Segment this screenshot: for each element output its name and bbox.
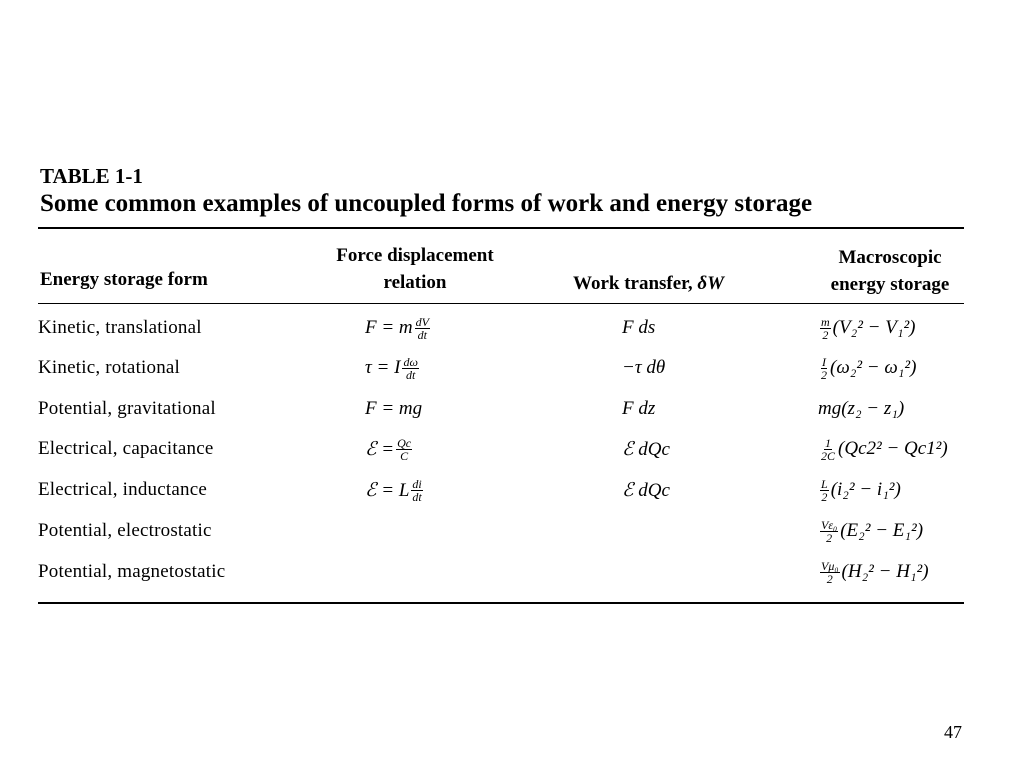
- top-rule: [38, 227, 964, 229]
- table-row: [0, 429, 1024, 469]
- force-fraction-numerator: di: [412, 476, 422, 491]
- energy-storage-form-text: Kinetic, rotational: [38, 357, 181, 378]
- energy-storage-form-cell: [38, 389, 216, 429]
- storage-expression: (E₂² − E₁²): [840, 520, 924, 541]
- header-storage-line1: Macroscopic: [838, 247, 942, 268]
- bottom-rule: [38, 602, 964, 604]
- energy-storage-form-cell: [38, 552, 225, 592]
- storage-fraction-denominator: 2: [826, 530, 833, 545]
- force-fraction-denominator: C: [400, 448, 409, 463]
- table-title: Some common examples of uncoupled forms of work and energy storage: [40, 190, 813, 217]
- energy-storage-form-cell: [38, 348, 180, 388]
- storage-fraction: [820, 437, 836, 462]
- table-row: [0, 470, 1024, 510]
- header-force-displacement: [305, 242, 525, 296]
- storage-expression: (H₂² − H₁²): [841, 561, 929, 582]
- header-force-line2: relation: [383, 272, 447, 293]
- work-transfer-text: ℰ dQc: [622, 479, 670, 501]
- storage-fraction-numerator: Vμ₀: [821, 558, 839, 573]
- header-macroscopic-storage: [812, 244, 968, 298]
- force-fraction-numerator: dω: [403, 354, 418, 369]
- energy-storage-form-text: Kinetic, translational: [38, 317, 202, 338]
- energy-storage-form-cell: [38, 429, 213, 469]
- table-row: [0, 348, 1024, 388]
- storage-fraction-numerator: m: [821, 314, 830, 329]
- force-lhs: F = mg: [365, 398, 423, 419]
- storage-expression: (V₂² − V₁²): [832, 317, 916, 338]
- force-fraction-numerator: dV: [415, 314, 429, 329]
- force-fraction: [396, 437, 412, 462]
- energy-storage-form-cell: [38, 511, 212, 551]
- work-transfer-text: ℰ dQc: [622, 438, 670, 460]
- macroscopic-storage-cell: [818, 389, 904, 429]
- work-transfer-cell: [622, 429, 670, 469]
- force-fraction: [402, 356, 418, 381]
- force-lhs: ℰ =: [365, 438, 395, 460]
- energy-storage-form-text: Potential, magnetostatic: [38, 561, 226, 582]
- storage-fraction-denominator: 2: [822, 327, 829, 342]
- header-rule: [38, 303, 964, 304]
- macroscopic-storage-cell: [818, 429, 948, 469]
- storage-expression: (Qc2² − Qc1²): [838, 438, 948, 459]
- storage-fraction: [820, 560, 840, 585]
- work-transfer-cell: [622, 308, 655, 348]
- header-work-symbol: δW: [697, 273, 725, 294]
- storage-fraction-denominator: 2: [821, 367, 827, 382]
- force-lhs: τ = I: [365, 357, 401, 378]
- force-displacement-cell: [365, 308, 432, 348]
- storage-fraction: [820, 316, 831, 341]
- force-fraction: [415, 316, 430, 341]
- macroscopic-storage-cell: [818, 348, 916, 388]
- storage-expression: (i₂² − i₁²): [830, 479, 901, 500]
- force-displacement-cell: [365, 389, 422, 429]
- energy-storage-form-text: Electrical, inductance: [38, 479, 207, 500]
- force-displacement-cell: [365, 470, 425, 510]
- header-force-line1: Force displacement: [336, 245, 494, 266]
- table-row: [0, 308, 1024, 348]
- energy-storage-form-cell: [38, 470, 207, 510]
- work-transfer-cell: [622, 348, 665, 388]
- work-transfer-cell: [622, 389, 655, 429]
- energy-storage-form-text: Potential, electrostatic: [38, 520, 212, 541]
- storage-fraction: [820, 519, 838, 544]
- storage-fraction-numerator: L: [821, 476, 828, 491]
- header-energy-storage-form: Energy storage form: [40, 269, 208, 290]
- storage-fraction-denominator: 2C: [821, 448, 836, 463]
- work-transfer-text: F dz: [622, 398, 656, 419]
- work-transfer-text: F ds: [622, 317, 656, 338]
- header-work-text: Work transfer,: [573, 273, 698, 294]
- storage-fraction: [820, 356, 828, 381]
- page-number: 47: [944, 722, 962, 742]
- force-displacement-cell: [365, 429, 414, 469]
- force-lhs: F = m: [365, 317, 413, 338]
- macroscopic-storage-cell: [818, 308, 915, 348]
- storage-fraction-numerator: 1: [825, 435, 831, 450]
- force-fraction: [411, 478, 422, 503]
- force-fraction-denominator: dt: [406, 367, 416, 382]
- force-displacement-cell: [365, 348, 421, 388]
- work-transfer-text: −τ dθ: [622, 357, 666, 378]
- macroscopic-storage-cell: [818, 470, 901, 510]
- header-storage-line2: energy storage: [830, 274, 950, 295]
- force-fraction-numerator: Qc: [397, 435, 412, 450]
- storage-fraction-numerator: Vε₀: [821, 517, 838, 532]
- force-fraction-denominator: dt: [417, 327, 427, 342]
- work-transfer-cell: [622, 470, 670, 510]
- macroscopic-storage-cell: [818, 511, 923, 551]
- storage-fraction-denominator: 2: [821, 489, 828, 504]
- energy-storage-form-text: Electrical, capacitance: [38, 438, 214, 459]
- force-fraction-denominator: dt: [412, 489, 422, 504]
- storage-fraction-numerator: I: [822, 354, 826, 369]
- table-row: [0, 552, 1024, 592]
- table-row: [0, 511, 1024, 551]
- table-row: [0, 389, 1024, 429]
- storage-fraction: [820, 478, 829, 503]
- force-lhs: ℰ = L: [365, 479, 410, 501]
- storage-fraction-denominator: 2: [826, 571, 833, 586]
- energy-storage-form-cell: [38, 308, 202, 348]
- storage-prefix: mg(z₂ − z₁): [818, 398, 905, 419]
- energy-storage-form-text: Potential, gravitational: [38, 398, 216, 419]
- macroscopic-storage-cell: [818, 552, 929, 592]
- storage-expression: (ω₂² − ω₁²): [830, 357, 917, 378]
- header-work-transfer: [573, 270, 724, 297]
- table-label: TABLE 1-1: [40, 164, 143, 188]
